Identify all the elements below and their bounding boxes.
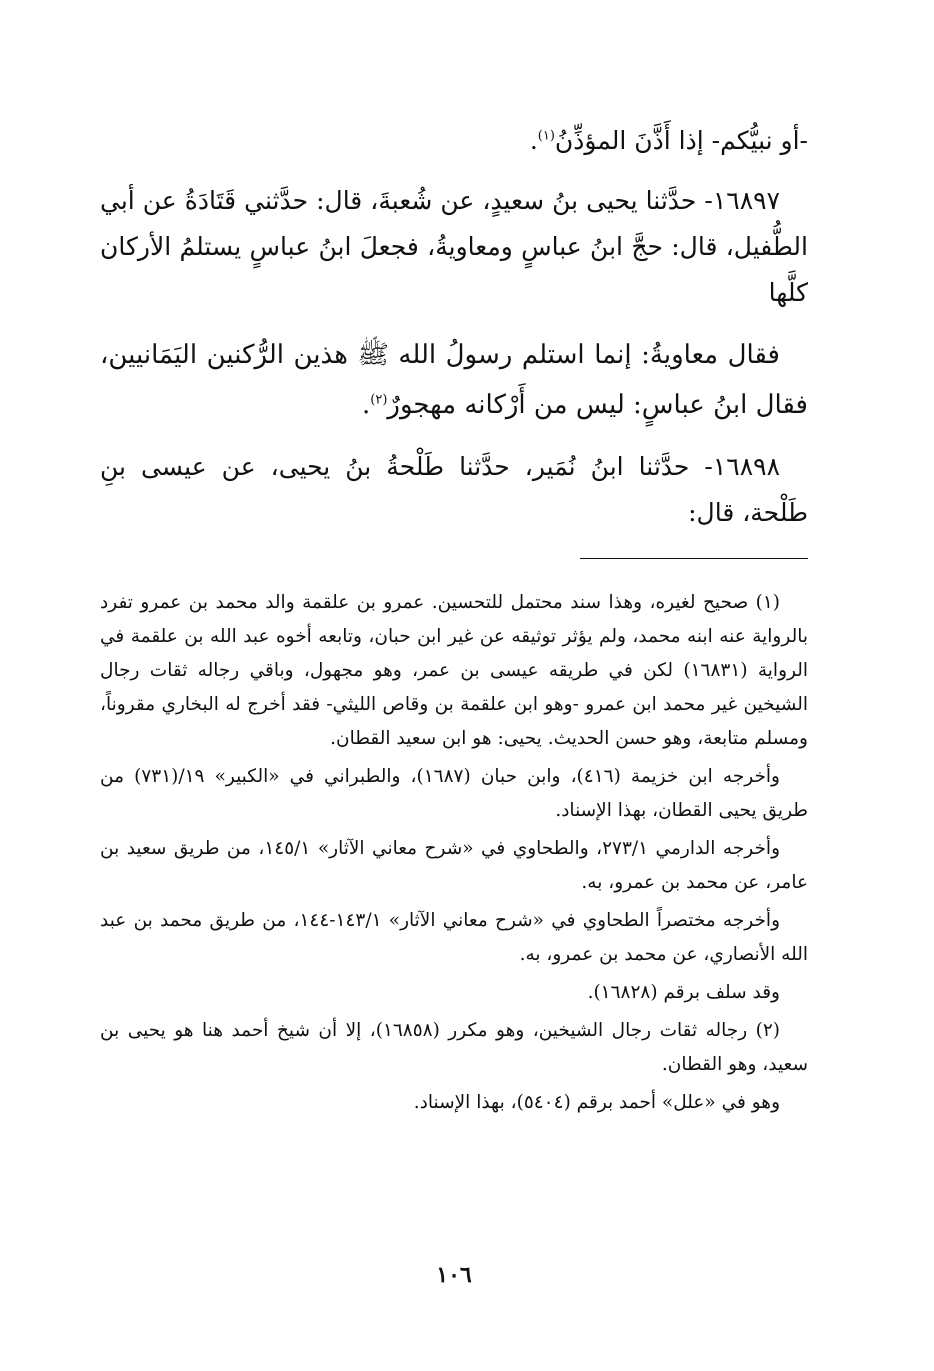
- footnote-1-takhrij-darimi: وأخرجه الدارمي ٢٧٣/١، والطحاوي في «شرح معاني الآثار» ١٤٥/١، من طريق سعيد بن عامر، عن محمد بن عمرو، به.: [100, 838, 808, 893]
- muawiya-text: فقال معاويةُ: إنما استلم رسولُ الله ﷺ هذين الرُّكنين اليَمَانيين، فقال ابنُ عباسٍ: ليس من أَرْكانه مهجورٌ: [100, 340, 808, 420]
- footnote-2-ilal: وهو في «علل» أحمد برقم (٥٤٠٤)، بهذا الإسناد.: [413, 1092, 780, 1113]
- footnote-1-takhrij-ibn-khuzayma: وأخرجه ابن خزيمة (٤١٦)، وابن حبان (١٦٨٧)، والطبراني في «الكبير» ١٩/(٧٣١) من طريق يحيى القطان، بهذا الإسناد.: [100, 766, 808, 821]
- continuation-line: [100, 118, 808, 164]
- page: [100, 0, 808, 1371]
- continuation-text: -أو نبيُّكم- إذا أَذَّنَ المؤذِّنُ: [554, 126, 808, 155]
- continuation-end: .: [529, 126, 538, 155]
- page-number: ١٠٦: [436, 1262, 472, 1288]
- footnote-2: (٢) رجاله ثقات رجال الشيخين، وهو مكرر (١٦٨٥٨)، إلا أن شيخ أحمد هنا هو يحيى بن سعيد، وهو القطان.: [100, 1020, 808, 1075]
- main-text: [100, 118, 808, 550]
- hadith-16897: ١٦٨٩٧- حدَّثنا يحيى بنُ سعيدٍ، عن شُعبةَ، قال: حدَّثني قَتَادَةُ عن أبي الطُّفيل، قال: حجَّ ابنُ عباسٍ ومعاويةُ، فجعلَ ابنُ عباسٍ يستلمُ الأركان كلَّها: [100, 186, 808, 307]
- muawiya-paragraph: [100, 330, 808, 430]
- footnote-1-cross-reference: وقد سلف برقم (١٦٨٢٨).: [587, 982, 780, 1003]
- hadith-16898: ١٦٨٩٨- حدَّثنا ابنُ نُمَير، حدَّثنا طَلْحةُ بنُ يحيى، عن عيسى بنِ طَلْحة، قال:: [100, 452, 808, 527]
- footnote-1-takhrij-tahawi: وأخرجه مختصراً الطحاوي في «شرح معاني الآثار» ١٤٣/١-١٤٤، من طريق محمد بن عبد الله الأنصاري، عن محمد بن عمرو، به.: [100, 910, 808, 965]
- footnote-ref-2[interactable]: (٢): [370, 392, 388, 408]
- muawiya-end: .: [362, 390, 371, 420]
- footnotes: [100, 586, 808, 1124]
- footnote-1: (١) صحيح لغيره، وهذا سند محتمل للتحسين. عمرو بن علقمة والد محمد بن عمرو تفرد بالرواية عنه ابنه محمد، ولم يؤثر توثيقه عن غير ابن حبان، وتابعه أخوه عبد الله بن علقمة في الرواية (١٦٨٣١) لكن في طريقه عيسى بن عمر، وهو مجهول، وباقي رجاله ثقات رجال الشيخين غير محمد ابن عمرو -وهو ابن علقمة بن وقاص الليثي- فقد أخرج له البخاري مقروناً، ومسلم متابعة، وهو حسن الحديث. يحيى: هو ابن سعيد القطان.: [100, 592, 808, 749]
- footnote-ref-1[interactable]: (١): [537, 128, 555, 144]
- footnote-separator: [580, 558, 808, 559]
